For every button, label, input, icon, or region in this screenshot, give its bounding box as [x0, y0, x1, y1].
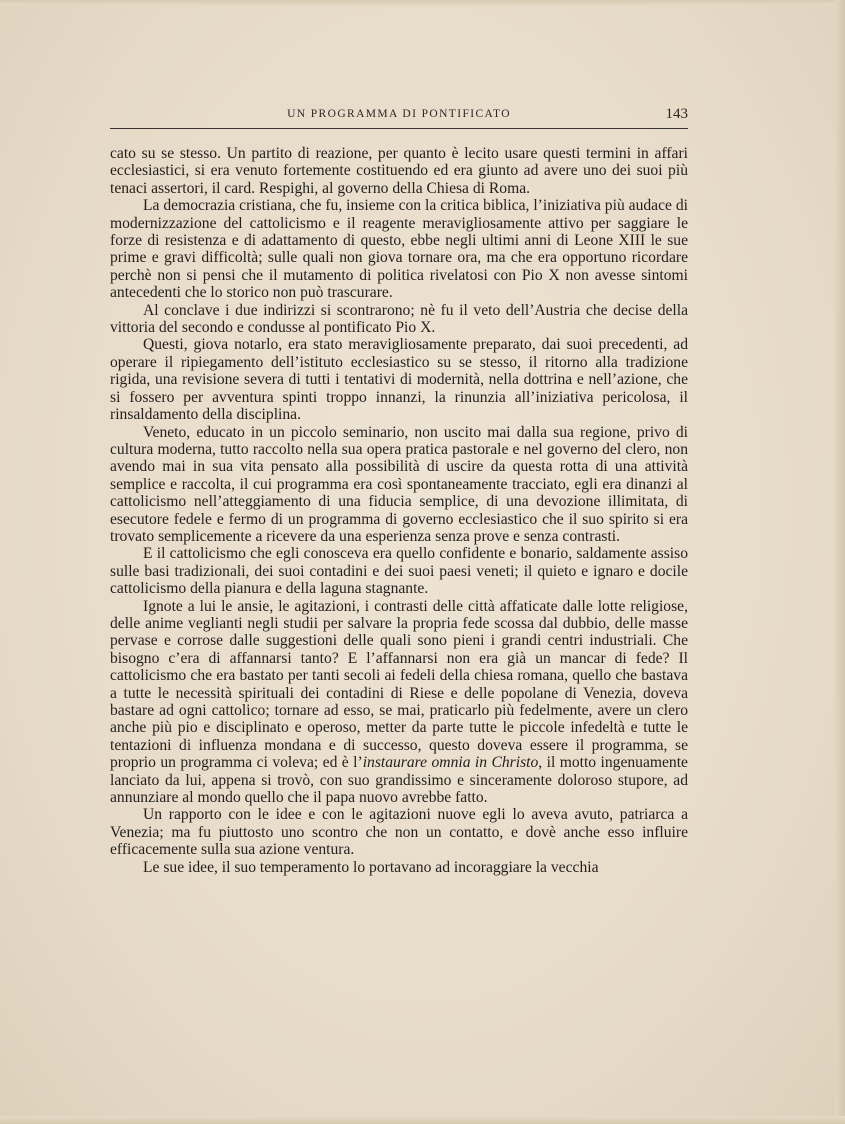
paragraph-2: La democrazia cristiana, che fu, insieme con la critica biblica, l’iniziativa più audace di modernizzazione del cattolicismo e il reagente meravigliosamente attivo per saggiare le forze di resistenza e di adattamento di questo, ebbe negli ultimi anni di Leone XIII le sue prime e gravi difficoltà; sulle quali non giova tornare ora, ma che era opportuno ricordare perchè non si pensi che il mutamento di politica rivelatosi con Pio X non avesse sintomi antecedenti che lo storico non può trascurare.: [110, 197, 688, 302]
paragraph-8: Un rapporto con le idee e con le agitazioni nuove egli lo aveva avuto, patriarca a Venezia; ma fu piuttosto uno scontro che non un contatto, e dovè anche esso influire efficacemente sulla sua azione ventura.: [110, 806, 688, 859]
paragraph-3: Al conclave i due indirizzi si scontrarono; nè fu il veto dell’Austria che decise della vittoria del secondo e condusse al pontificato Pio X.: [110, 301, 688, 337]
running-head: UN PROGRAMMA DI PONTIFICATO: [287, 108, 511, 120]
paragraph-1: cato su se stesso. Un partito di reazione, per quanto è lecito usare questi termini in affari ecclesiastici, si era venuto fortemente costituendo ed era giunto ad avere uno dei suoi più tenaci assertori, il card. Respighi, al governo della Chiesa di Roma.: [110, 145, 688, 197]
page-header: [110, 106, 688, 128]
paragraph-7-part-a: Ignote a lui le ansie, le agitazioni, i contrasti delle città affaticate dalle lotte religiose, delle anime veglianti negli studii per salvare la propria fede scossa dal dubbio, delle masse pervase e corrose dalle suggestioni delle quali sono pieni i grandi centri industriali. Che bisogno c’era di affannarsi tanto? E l’affannarsi non era già un mancar di fede? Il cattolicismo che era bastato per tanti secoli ai fedeli della chiesa romana, quello che bastava a tutte le necessità spirituali dei contadini di Riese e delle popolane di Venezia, doveva bastare ad ogni cattolico; tornare ad esso, se mai, praticarlo più fedelmente, avere un clero anche più pio e disciplinato e operoso, metter da parte tutte le piccole infedeltà e tutte le tentazioni di influenza mondana e di successo, questo doveva essere il programma, se proprio un programma ci voleva; ed è l’: [110, 597, 688, 772]
page-top-edge: [0, 0, 845, 6]
body-text: [110, 145, 688, 876]
header-rule: [110, 128, 688, 129]
paragraph-4: Questi, giova notarlo, era stato meravigliosamente preparato, dai suoi precedenti, ad operare il ripiegamento dell’istituto ecclesiastico su se stesso, il ritorno alla tradizione rigida, una revisione severa di tutti i tentativi di modernità, nella dottrina e nell’azione, che si fossero per avventura spinti troppo innanzi, la rinunzia all’iniziativa pericolosa, il rinsaldamento della disciplina.: [110, 336, 688, 424]
paragraph-7-part-b: , il motto ingenuamente lanciato da lui, appena si trovò, con suo grandissimo e sinceramente doloroso stupore, ad annunziare al mondo quello che il papa nuovo avrebbe fatto.: [110, 754, 688, 807]
paragraph-7: [110, 598, 688, 807]
paragraph-9: Le sue idee, il suo temperamento lo portavano ad incoraggiare la vecchia: [143, 858, 599, 876]
latin-motto: instaurare omnia in Christo: [362, 754, 539, 772]
paragraph-6: E il cattolicismo che egli conosceva era quello confidente e bonario, saldamente assiso sulle basi tradizionali, dei suoi contadini e dei suoi paesi veneti; il quieto e ignaro e docile cattolicismo della pianura e della laguna stagnante.: [110, 545, 688, 598]
page-number: 143: [665, 106, 688, 122]
page-bottom-edge: [0, 1116, 845, 1124]
paragraph-5: Veneto, educato in un piccolo seminario, non uscito mai dalla sua regione, privo di cultura moderna, tutto raccolto nella sua opera pratica pastorale e nel governo del clero, non avendo mai in sua vita pensato alla possibilità di uscire da questa rotta di una attività semplice e raccolta, il cui programma era così spontaneamente tracciato, egli era dinanzi al cattolicismo nell’atteggiamento di una fiducia semplice, di una devozione illimitata, di esecutore fedele e fermo di un programma di governo ecclesiastico che il suo spirito si era trovato semplicemente a ricevere da una esperienza senza prove e senza contrasti.: [110, 423, 688, 545]
page-right-edge: [835, 0, 845, 1124]
